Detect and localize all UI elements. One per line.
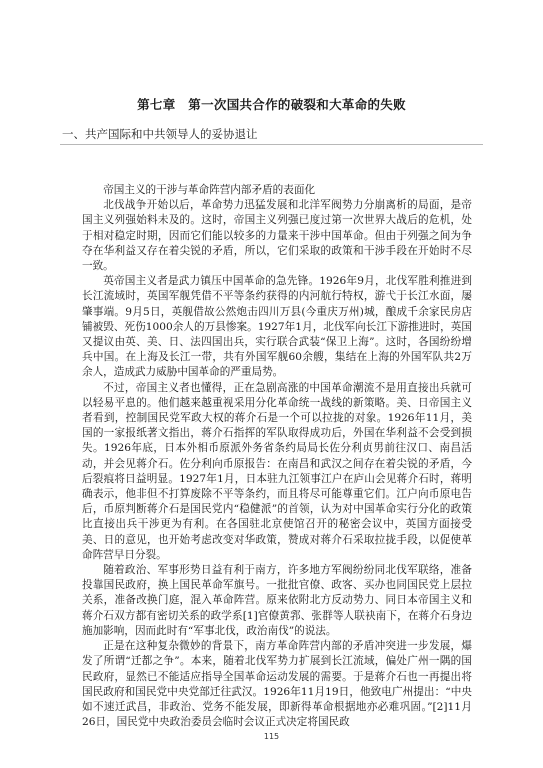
section-title: 一、共产国际和中共领导人的妥协退让 — [62, 127, 258, 141]
chapter-title: 第七章 第一次国共合作的破裂和大革命的失败 — [137, 97, 406, 112]
paragraph: 随着政治、军事形势日益有利于南方，许多地方军阀纷纷同北伐军联络，准备投靠国民政府，换上国民革命军旗号。一批批官僚、政客、买办也同国民党上层拉关系，准备改换门庭，混入革命阵营。原来依附北方反动势力、同日本帝国主义和蒋介石双方都有密切关系的政学系[1]官僚黄郛、张群等人联袂南下，在蒋介石身边施加影响，因而此时有“军事北伐，政治南伐”的说法。 — [82, 564, 472, 637]
paragraph: 正是在这种复杂微妙的背景下，南方革命阵营内部的矛盾冲突进一步发展，爆发了所谓“迁都之争”。本来，随着北伐军势力扩展到长江流域，偏处广州一隅的国民政府，显然已不能适应指导全国革命运动发展的需要。于是蒋介石也一再提出将国民政府和国民党中央党部迁往武汉。1926年11月19日，他致电广州提出：“中央如不速迁武昌，非政治、党务不能发展，即新得革命根据地亦必难巩固。”[2]11月26日，国民党中央政治委员会临时会议正式决定将国民政 — [82, 640, 472, 729]
section-divider — [60, 144, 483, 145]
paragraph: 不过，帝国主义者也懂得，正在急剧高涨的中国革命潮流不是用直接出兵就可以轻易平息的。他们越来越重视采用分化革命统一战线的新策略。美、日帝国主义者看到，控制国民党军政大权的蒋介石是一个可以拉拢的对象。1926年11月，美国的一家报纸著文指出，蒋介石指挥的军队取得成功后，外国在华利益不会受到损失。1926年底，日本外相币原派外务省条约局局长佐分利贞男前往汉口、南昌活动，并会见蒋介石。佐分利向币原报告：在南昌和武汉之间存在着尖锐的矛盾，今后裂痕将日益明显。1927年1月，日本驻九江领事江户在庐山会见蒋介石时，蒋明确表示，他非但不打算废除不平等条约，而且将尽可能尊重它们。江户向币原电告后，币原判断蒋介石是国民党内“稳健派”的首领，认为对中国革命实行分化的政策比直接出兵干涉更为有利。在各国驻北京使馆召开的秘密会议中，英国方面接受美、日的意见，也开始考虑改变对华政策，赞成对蒋介石采取拉拢手段，以促使革命阵营早日分裂。 — [82, 381, 472, 561]
subheading: 帝国主义的干涉与革命阵营内部矛盾的表面化 — [103, 184, 316, 196]
paragraph: 英帝国主义者是武力镇压中国革命的急先锋。1926年9月，北伐军胜利推进到长江流域时，英国军舰凭借不平等条约获得的内河航行特权，游弋于长江水面，屡肇事端。9月5日，英舰借故公然炮击四川万县(今重庆万州)城，酿成千余家民房店铺被毁、死伤1000余人的万县惨案。1927年1月，北伐军向长江下游推进时，英国又提议由英、美、日、法四国出兵，实行联合武装“保卫上海”。这时，各国纷纷增兵中国。在上海及长江一带，共有外国军舰60余艘，集结在上海的外国军队共2万余人，造成武力威胁中国革命的严重局势。 — [82, 275, 472, 379]
page-number: 115 — [263, 732, 280, 741]
paragraph: 北伐战争开始以后，革命势力迅猛发展和北洋军阀势力分崩离析的局面，是帝国主义列强始料未及的。这时，帝国主义列强已度过第一次世界大战后的危机，处于相对稳定时期，因而它们能以较多的力量来干涉中国革命。但由于列强之间为争夺在华利益又存在着尖锐的矛盾，所以，它们采取的政策和干涉手段在开始时不尽一致。 — [82, 199, 472, 273]
body-text — [82, 183, 472, 730]
